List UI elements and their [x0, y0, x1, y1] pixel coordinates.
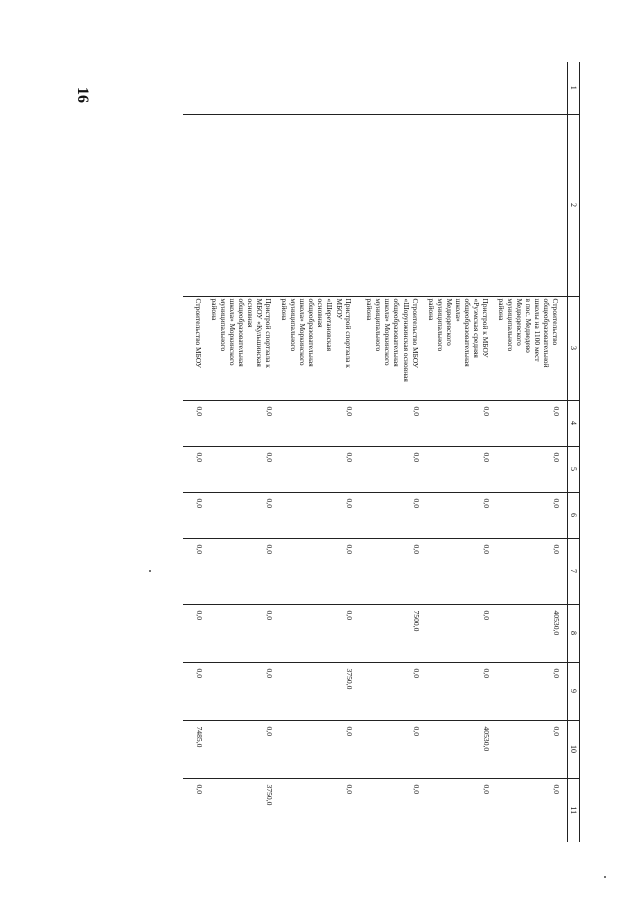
cell-col-2 — [280, 114, 359, 296]
column-header: 2 — [568, 114, 580, 296]
column-header: 1 — [568, 62, 580, 114]
value-cell: 0,0 — [427, 604, 497, 662]
value-cell: 0,0 — [210, 662, 280, 720]
value-cell: 0,0 — [280, 720, 359, 778]
value-cell: 7485,0 — [183, 720, 210, 778]
object-name-cell: Пристрой спортзала к МБОУ «Шеретановская основная общеобразовательная школа» Моркинского муниципального района — [280, 296, 359, 400]
value-cell: 0,0 — [427, 662, 497, 720]
value-cell: 0,0 — [210, 538, 280, 604]
value-cell: 0,0 — [280, 492, 359, 538]
column-header: 8 — [568, 604, 580, 662]
value-cell: 0,0 — [280, 446, 359, 492]
value-cell: 0,0 — [497, 662, 568, 720]
value-cell: 0,0 — [210, 492, 280, 538]
cell-col-2 — [497, 114, 568, 296]
value-cell: 0,0 — [360, 778, 427, 842]
value-cell: 0,0 — [427, 538, 497, 604]
table-row — [360, 62, 427, 842]
value-cell: 0,0 — [497, 446, 568, 492]
value-cell: 0,0 — [183, 604, 210, 662]
table-header-row — [568, 62, 580, 842]
cell-col-1 — [183, 62, 210, 114]
value-cell: 0,0 — [497, 720, 568, 778]
table-row — [280, 62, 359, 842]
value-cell: 0,0 — [183, 778, 210, 842]
value-cell: 0,0 — [210, 604, 280, 662]
column-header: 5 — [568, 446, 580, 492]
object-name-cell: Пристрой к МБОУ «Руэмская средняя общеобразовательная школа» Медведевского муниципального района — [427, 296, 497, 400]
scan-speck — [149, 570, 151, 572]
object-name-cell: Строительство МБОУ — [183, 296, 210, 400]
object-name-cell: Строительство общеобразовательной школы на 1100 мест в пос. Медведево Медведевского муниципального района — [497, 296, 568, 400]
table-row — [183, 62, 210, 842]
column-header: 7 — [568, 538, 580, 604]
value-cell: 0,0 — [360, 720, 427, 778]
value-cell: 0,0 — [210, 446, 280, 492]
cell-col-2 — [360, 114, 427, 296]
budget-table — [183, 62, 580, 842]
value-cell: 0,0 — [427, 492, 497, 538]
value-cell: 0,0 — [183, 662, 210, 720]
object-name-cell: Пристрой спортзала к МБОУ «Кульшинская основная общеобразовательная школа» Моркинского муниципального района — [210, 296, 280, 400]
value-cell: 0,0 — [360, 446, 427, 492]
column-header: 6 — [568, 492, 580, 538]
value-cell: 0,0 — [280, 400, 359, 446]
value-cell: 0,0 — [280, 604, 359, 662]
value-cell: 40530,0 — [427, 720, 497, 778]
cell-col-1 — [210, 62, 280, 114]
cell-col-1 — [360, 62, 427, 114]
cell-col-1 — [497, 62, 568, 114]
column-header: 10 — [568, 720, 580, 778]
value-cell: 0,0 — [210, 720, 280, 778]
value-cell: 3750,0 — [210, 778, 280, 842]
value-cell: 0,0 — [360, 662, 427, 720]
value-cell: 0,0 — [360, 492, 427, 538]
column-header: 9 — [568, 662, 580, 720]
value-cell: 0,0 — [360, 400, 427, 446]
cell-col-1 — [280, 62, 359, 114]
value-cell: 0,0 — [183, 446, 210, 492]
value-cell: 0,0 — [427, 778, 497, 842]
cell-col-2 — [210, 114, 280, 296]
value-cell: 0,0 — [183, 492, 210, 538]
cell-col-2 — [183, 114, 210, 296]
value-cell: 0,0 — [183, 400, 210, 446]
object-name-cell: Строительство МБОУ «Шорунжинская основная общеобразовательная школа» Моркинского муниципального района — [360, 296, 427, 400]
column-header: 4 — [568, 400, 580, 446]
column-header: 11 — [568, 778, 580, 842]
value-cell: 0,0 — [497, 492, 568, 538]
table-row — [497, 62, 568, 842]
page-number: 16 — [74, 87, 91, 103]
value-cell: 0,0 — [183, 538, 210, 604]
table-row — [427, 62, 497, 842]
value-cell: 0,0 — [360, 538, 427, 604]
value-cell: 3750,0 — [280, 662, 359, 720]
value-cell: 7500,0 — [360, 604, 427, 662]
value-cell: 0,0 — [497, 778, 568, 842]
value-cell: 0,0 — [427, 446, 497, 492]
value-cell: 0,0 — [210, 400, 280, 446]
cell-col-2 — [427, 114, 497, 296]
rotated-table-container — [120, 62, 580, 842]
value-cell: 0,0 — [497, 400, 568, 446]
column-header: 3 — [568, 296, 580, 400]
value-cell: 0,0 — [427, 400, 497, 446]
cell-col-1 — [427, 62, 497, 114]
value-cell: 0,0 — [497, 538, 568, 604]
scan-speck — [604, 876, 606, 878]
value-cell: 0,0 — [280, 778, 359, 842]
table-row — [210, 62, 280, 842]
value-cell: 40530,0 — [497, 604, 568, 662]
value-cell: 0,0 — [280, 538, 359, 604]
